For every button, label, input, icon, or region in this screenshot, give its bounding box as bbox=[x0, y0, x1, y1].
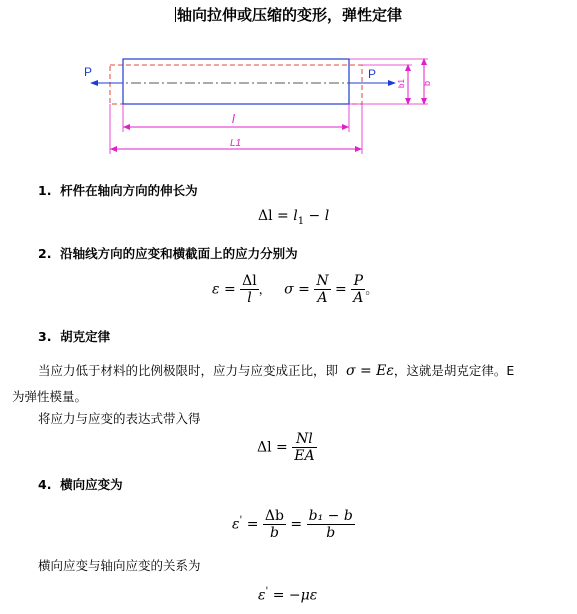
equation-lateral-strain: ε' = $\frac{\Delta b}{b}$ = $\frac{\text{b₁ − b}}{b}$ bbox=[232, 508, 353, 541]
equation-hooke-inline: σ = Eε bbox=[345, 363, 394, 379]
equation-elongation-hooke: Δl = $\frac{Nl}{EA}$ bbox=[257, 431, 315, 464]
dim-label-b1: b1 bbox=[397, 79, 406, 88]
bar-deformation-diagram bbox=[0, 30, 577, 165]
equation-elongation: $\Delta l = l_1 - l$ bbox=[258, 208, 330, 227]
section-heading-2: 2. 沿轴线方向的应变和横截面上的应力分别为 bbox=[38, 246, 298, 261]
deformed-bar-outline bbox=[110, 65, 362, 104]
right-force-arrow bbox=[388, 80, 396, 86]
force-label-left: P bbox=[84, 65, 93, 79]
dim-label-l: l bbox=[232, 112, 235, 126]
page-title: 轴向拉伸或压缩的变形，弹性定律 bbox=[176, 6, 402, 24]
dim-label-b: b bbox=[422, 80, 432, 86]
section-heading-3: 3. 胡克定律 bbox=[38, 329, 111, 344]
force-label-right: P bbox=[368, 67, 377, 81]
original-bar bbox=[123, 59, 349, 104]
relation-text: 横向应变与轴向应变的关系为 bbox=[38, 558, 201, 573]
equation-strain-stress: ε = $\frac{\Delta l}{l}$ ， σ = $\frac{N}{A}$ = $\frac{P}{A}$ 。 bbox=[212, 273, 378, 306]
section-heading-1: 1. 杆件在轴向方向的伸长为 bbox=[38, 183, 198, 198]
hooke-paragraph-line2: 为弹性模量。 bbox=[12, 389, 88, 404]
equation-poisson: ε' = −με bbox=[258, 586, 318, 604]
hooke-paragraph-line1: 当应力低于材料的比例极限时，应力与应变成正比，即 σ = Eε，这就是胡克定律。E bbox=[38, 363, 515, 379]
text-cursor bbox=[175, 7, 176, 22]
left-force-arrow bbox=[90, 80, 98, 86]
dim-label-L1: L1 bbox=[230, 138, 242, 149]
section-heading-4: 4. 横向应变为 bbox=[38, 477, 123, 492]
hooke-paragraph-line3: 将应力与应变的表达式带入得 bbox=[38, 411, 201, 426]
